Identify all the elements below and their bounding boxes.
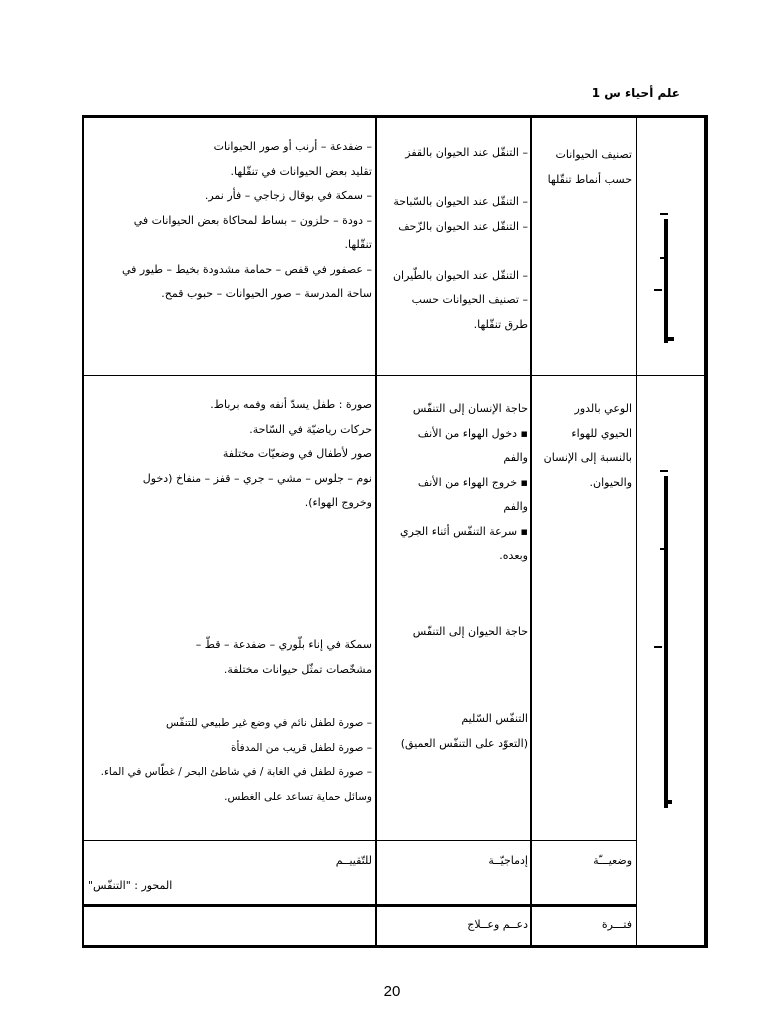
row4-content-cell bbox=[378, 913, 528, 938]
resource-line: سمكة في إناء بلّوري – ضفدعة – قطّ – bbox=[195, 638, 372, 651]
period-label: فتـــرة bbox=[601, 918, 632, 931]
row-divider-1 bbox=[82, 375, 708, 376]
spacer bbox=[378, 166, 528, 191]
document-header-title: علم أحياء س 1 bbox=[591, 86, 680, 100]
spacer bbox=[378, 239, 528, 264]
row1-timeline-marker-icon bbox=[660, 213, 680, 343]
row2-content-block-breathing bbox=[378, 707, 528, 756]
row2-content-block-animal bbox=[378, 620, 528, 645]
row1-resource-line: ساحة المدرسة – صور الحيوانات – حبوب قمح. bbox=[161, 287, 372, 300]
content-line: حاجة الإنسان إلى التنفّس bbox=[412, 402, 528, 415]
row1-content-cell bbox=[378, 141, 528, 337]
content-line: ▪ دخول الهواء من الأنف bbox=[417, 426, 528, 440]
row-divider-2 bbox=[82, 840, 637, 841]
table-border-bottom bbox=[82, 945, 708, 948]
row1-resources-cell bbox=[88, 135, 372, 307]
row1-content-line: – تصنيف الحيوانات حسب bbox=[411, 293, 528, 306]
row1-content-line: – التنقّل عند الحيوان بالسّباحة bbox=[393, 195, 528, 208]
evaluation-label: للتّقييــم bbox=[335, 854, 372, 867]
row2-objective-line: الوعي بالدور bbox=[574, 402, 632, 415]
content-line: التنفّس السّليم bbox=[461, 712, 528, 725]
content-line: والفم bbox=[503, 451, 528, 464]
row2-content-block-human bbox=[378, 397, 528, 569]
row-divider-3 bbox=[82, 904, 637, 907]
row2-resources-block-breathing bbox=[88, 711, 372, 809]
resource-line: صور لأطفال في وضعيّات مختلفة bbox=[222, 447, 372, 460]
content-line: (التعوّد على التنفّس العميق) bbox=[400, 736, 528, 750]
row1-resource-line: – ضفدعة – أرنب أو صور الحيوانات bbox=[213, 140, 372, 153]
col-divider-content-objective bbox=[530, 115, 532, 948]
row3-objective-cell bbox=[532, 849, 632, 874]
row2-objective-line: والحيوان. bbox=[589, 475, 632, 489]
content-line: ▪ سرعة التنفّس أثناء الجري bbox=[400, 524, 528, 538]
row1-resource-line: تقليد بعض الحيوانات في تنقّلها. bbox=[230, 164, 372, 178]
content-line: وبعده. bbox=[499, 549, 528, 562]
col-divider-objective-marker bbox=[636, 115, 637, 948]
row1-resource-line: – عصفور في قفص – حمامة مشدودة بخيط – طيور في bbox=[121, 262, 372, 276]
row1-resource-line: – سمكة في بوقال زجاجي – فأر نمر. bbox=[204, 189, 372, 202]
table-border-right bbox=[704, 115, 708, 948]
row1-content-line: – التنقّل عند الحيوان بالقفز bbox=[405, 146, 528, 159]
row1-objective-line: حسب أنماط تنقّلها bbox=[547, 172, 632, 186]
row1-content-line: – التنقّل عند الحيوان بالطّيران bbox=[392, 268, 528, 282]
resource-line: حركات رياضيّة في السّاحة. bbox=[249, 422, 372, 436]
row1-content-line: – التنقّل عند الحيوان بالزّحف bbox=[398, 219, 528, 233]
content-line: حاجة الحيوان إلى التنفّس bbox=[412, 625, 528, 638]
resource-line: مشخّصات تمثّل حيوانات مختلفة. bbox=[223, 662, 372, 676]
row3-resources-cell bbox=[88, 849, 372, 898]
integration-situation-label: وضعيـــّة bbox=[593, 854, 632, 867]
table-border-top bbox=[82, 115, 708, 118]
col-divider-resources-content bbox=[375, 115, 377, 948]
row4-objective-cell bbox=[532, 913, 632, 938]
row2-timeline-marker-icon bbox=[660, 470, 680, 810]
row1-resource-line: – دودة – حلزون – بساط لمحاكاة بعض الحيوانات في bbox=[133, 213, 372, 227]
lesson-plan-table bbox=[82, 115, 708, 948]
content-line: ▪ خروج الهواء من الأنف bbox=[417, 475, 528, 489]
resource-line: صورة : طفل يسدّ أنفه وفمه برباط. bbox=[210, 398, 372, 411]
row3-content-cell bbox=[378, 849, 528, 874]
resource-line: وخروج الهواء). bbox=[304, 496, 372, 509]
row1-content-line: طرق تنقّلها. bbox=[473, 317, 528, 331]
remediation-label: دعــم وعــلاج bbox=[467, 918, 528, 931]
content-line: والفم bbox=[503, 500, 528, 513]
row2-resources-block-animal bbox=[88, 633, 372, 682]
row2-objective-line: الحيوي للهواء bbox=[571, 426, 632, 440]
row1-resource-line: تنقّلها. bbox=[344, 238, 372, 251]
page-number: 20 bbox=[383, 983, 401, 1000]
row1-objective-line: تصنيف الحيوانات bbox=[555, 148, 632, 161]
resource-line: – صورة لطفل نائم في وضع غير طبيعي للتنفّس bbox=[166, 717, 372, 729]
table-border-left bbox=[82, 115, 84, 948]
axis-label: المحور : "التنفّس" bbox=[88, 878, 173, 892]
row2-objective-cell bbox=[532, 397, 632, 495]
row2-resources-block-human bbox=[88, 393, 372, 516]
integration-label: إدماجيّــة bbox=[488, 854, 528, 867]
resource-line: – صورة لطفل قريب من المدفأة bbox=[230, 741, 372, 754]
row2-objective-line: بالنسبة إلى الإنسان bbox=[543, 451, 632, 464]
row1-objective-cell bbox=[532, 143, 632, 192]
resource-line: وسائل حماية تساعد على الغطس. bbox=[224, 790, 372, 803]
resource-line: – صورة لطفل في الغابة / في شاطئ البحر / غطّاس في الماء. bbox=[100, 766, 372, 778]
resource-line: نوم – جلوس – مشي – جري – قفز – منفاخ (دخول bbox=[142, 471, 372, 485]
